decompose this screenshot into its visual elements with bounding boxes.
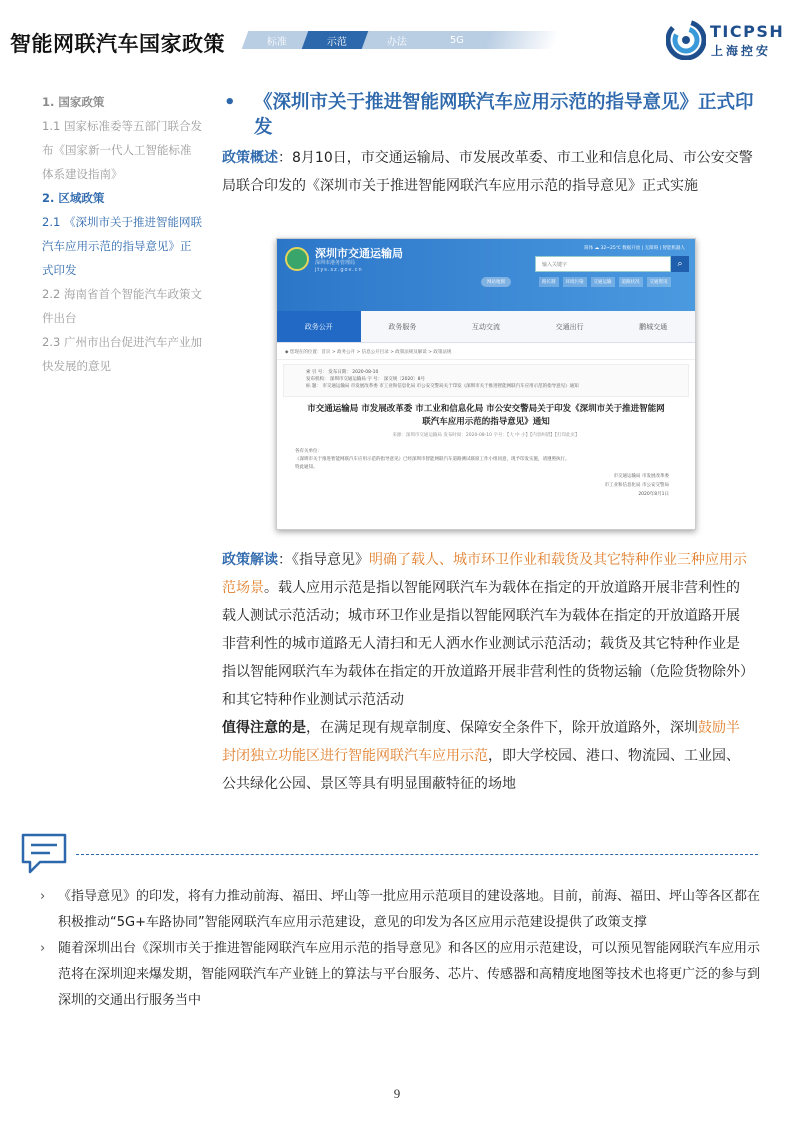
article-title-text: 《深圳市关于推进智能网联汽车应用示范的指导意见》正式印发 (254, 92, 754, 138)
body-line: 各有关单位： (295, 449, 322, 454)
website-screenshot (276, 238, 696, 530)
screenshot-nav-item: 鹏城交通 (639, 323, 668, 331)
overview-text: ：8月10日，市交通运输局、市发展改革委、市工业和信息化局、市公安交警局联合印发的《深圳市关于推进智能网联汽车应用示范的指导意见》正式实施 (222, 150, 753, 194)
screenshot-doc-body (277, 438, 695, 472)
meta-line: 索 引 号： 发布日期： 2020-08-10 (306, 370, 379, 375)
screenshot-top-links: 简体 ☁ 32~25℃ 数据开放 | 无障碍 | 智能机器人 (584, 246, 685, 251)
toc-section-regional[interactable]: 2. 区域政策 (42, 191, 105, 205)
summary-list (40, 884, 760, 1014)
header-tabs (245, 31, 557, 49)
quick-link: 路长制 (539, 277, 559, 287)
logo-text-cn: 上海控安 (711, 44, 772, 58)
sign-line: 市工业和信息化局 市公安交警局 (604, 483, 669, 488)
tab-5g[interactable]: 5G (422, 31, 493, 49)
screenshot-site-sub: 深圳市港务管理局 (315, 260, 356, 266)
page-number: 9 (393, 1086, 401, 1101)
interpretation-label: 政策解读 (222, 552, 278, 568)
logo-text-en: TICPSH (710, 22, 785, 41)
meta-line: 发布机构： 深圳市交通运输局 字 号： 深交规〔2020〕8号 (306, 377, 426, 382)
tab-measures[interactable]: 办法 (362, 31, 433, 49)
screenshot-meta (283, 364, 689, 397)
list-item: › 《指导意见》的印发，将有力推动前海、福田、坪山等一批应用示范项目的建设落地。目前，前海、福田、坪山等各区都在积极推动“5G+车路协同”智能网联汽车应用示范建设，意见的印发为各区应用示范建设提供了政策支撑 (40, 884, 760, 936)
toc-item-2-3[interactable]: 2.3 广州市出台促进汽车产业加快发展的意见 (42, 335, 202, 373)
screenshot-nav-item: 互动交流 (471, 323, 500, 331)
screenshot-site-name: 深圳市交通运输局 (315, 247, 403, 260)
screenshot-nav-item: 政务服务 (388, 323, 417, 331)
interpretation-highlight: 明确了载人、城市环卫作业和载货及其它特种作业三种应用示范场景 (222, 552, 747, 596)
toc-item-2-1[interactable]: 2.1 《深圳市关于推进智能网联汽车应用示范的指导意见》正式印发 (42, 215, 202, 277)
screenshot-nav-item: 政务公开 (277, 311, 361, 342)
quick-link: 道路状况 (619, 277, 643, 287)
body-line: 《深圳市关于推进智能网联汽车应用示范的指导意见》已经深圳市智能网联汽车道路测试联席工作小组同意，现予印发实施，请遵照执行。 (295, 457, 570, 462)
screenshot-doc-title: 市交通运输局 市发展改革委 市工业和信息化局 市公安交警局关于印发《深圳市关于推进智能网联汽车应用示范的指导意见》通知 (307, 404, 665, 427)
tab-standard[interactable]: 标准 (242, 31, 313, 49)
interpretation-paragraph: 政策解读：《指导意见》明确了载人、城市环卫作业和载货及其它特种作业三种应用示范场景。载人应用示范是指以智能网联汽车为载体在指定的开放道路开展非营利性的载人测试示范活动；城市环卫作业是指以智能网联汽车为载体在指定的开放道路开展非营利性的城市道路无人清扫和无人洒水作业测试示范活动；载货及其它特种作业是指以智能网联汽车为载体在指定的开放道路开展非营利性的货物运输（危险货物除外）和其它特种作业测试示范活动 (222, 552, 747, 708)
screenshot-quick-links (539, 277, 671, 287)
chevron-right-icon: › (40, 889, 46, 904)
logo-swirl-icon (666, 20, 706, 60)
screenshot-breadcrumb: ◆ 您现在的位置：首页 > 政务公开 > 信息公开目录 > 政策法规及解读 > 政策法规 (277, 343, 695, 360)
notable-label: 值得注意的是 (222, 720, 306, 736)
notable-highlight: 鼓励半封闭独立功能区进行智能网联汽车应用示范 (222, 720, 740, 764)
title-bullet: • (224, 92, 236, 113)
tab-demonstration[interactable]: 示范 (302, 31, 373, 49)
overview-label: 政策概述 (222, 150, 278, 166)
notable-paragraph: 值得注意的是，在满足现有规章制度、保障安全条件下，除开放道路外，深圳鼓励半封闭独立功能区进行智能网联汽车应用示范，即大学校园、港口、物流园、工业园、公共绿化公园、景区等具有明显围蔽特征的场地 (222, 720, 740, 792)
search-icon: ⌕ (671, 256, 689, 272)
list-item: › 随着深圳出台《深圳市关于推进智能网联汽车应用示范的指导意见》和各区的应用示范建设，可以预见智能网联汽车应用示范将在深圳迎来爆发期，智能网联汽车产业链上的算法与平台服务、芯片、传感器和高精度地图等技术也将更广泛的参与到深圳的交通出行服务当中 (40, 936, 760, 1014)
policy-interpretation (222, 546, 752, 798)
screenshot-domain: jtys.sz.gov.cn (315, 267, 363, 273)
body-line: 特此通知。 (295, 465, 318, 470)
toc-section-national[interactable]: 1. 国家政策 (42, 95, 105, 109)
policy-overview (222, 144, 762, 200)
screenshot-nav-item: 交通出行 (555, 323, 584, 331)
main-content (222, 90, 762, 792)
screenshot-doc-source: 来源：深圳市交通运输局 发布时间：2020-08-10 字号：【大 中 小】【内容纠错】【打印此页】 (392, 433, 580, 438)
tab-decoration (484, 31, 561, 49)
toc-item-2-2[interactable]: 2.2 海南省首个智能汽车政策文件出台 (42, 287, 202, 325)
meta-line: 标 题： 市交通运输局 市发展改革委 市工业和信息化局 市公安交警局关于印发《深圳市关于推进智能网联汽车应用示范的指导意见》通知 (306, 384, 579, 389)
sign-line: 2020年8月1日 (638, 492, 669, 497)
page-title: 智能网联汽车国家政策 (10, 32, 225, 56)
screenshot-nav (277, 311, 695, 343)
chevron-right-icon: › (40, 941, 46, 956)
comment-icon (20, 832, 68, 876)
quick-link: 交通资讯 (647, 277, 671, 287)
bureau-emblem-icon (285, 247, 309, 271)
screenshot-banner (277, 239, 695, 311)
company-logo (666, 20, 786, 62)
screenshot-doc-signature (277, 472, 695, 499)
quick-link: 交通运输 (591, 277, 615, 287)
article-title (222, 90, 762, 140)
sign-line: 市交通运输局 市发展改革委 (613, 474, 669, 479)
sidebar-toc (42, 90, 202, 378)
page-header (0, 0, 794, 80)
quick-link: 环境污染 (563, 277, 587, 287)
toc-item-1-1[interactable]: 1.1 国家标准委等五部门联合发布《国家新一代人工智能标准体系建设指南》 (42, 119, 202, 181)
screenshot-pill: 网站地图 (481, 277, 511, 287)
divider (76, 854, 758, 855)
screenshot-search-input: 输入关键字 (535, 256, 671, 272)
